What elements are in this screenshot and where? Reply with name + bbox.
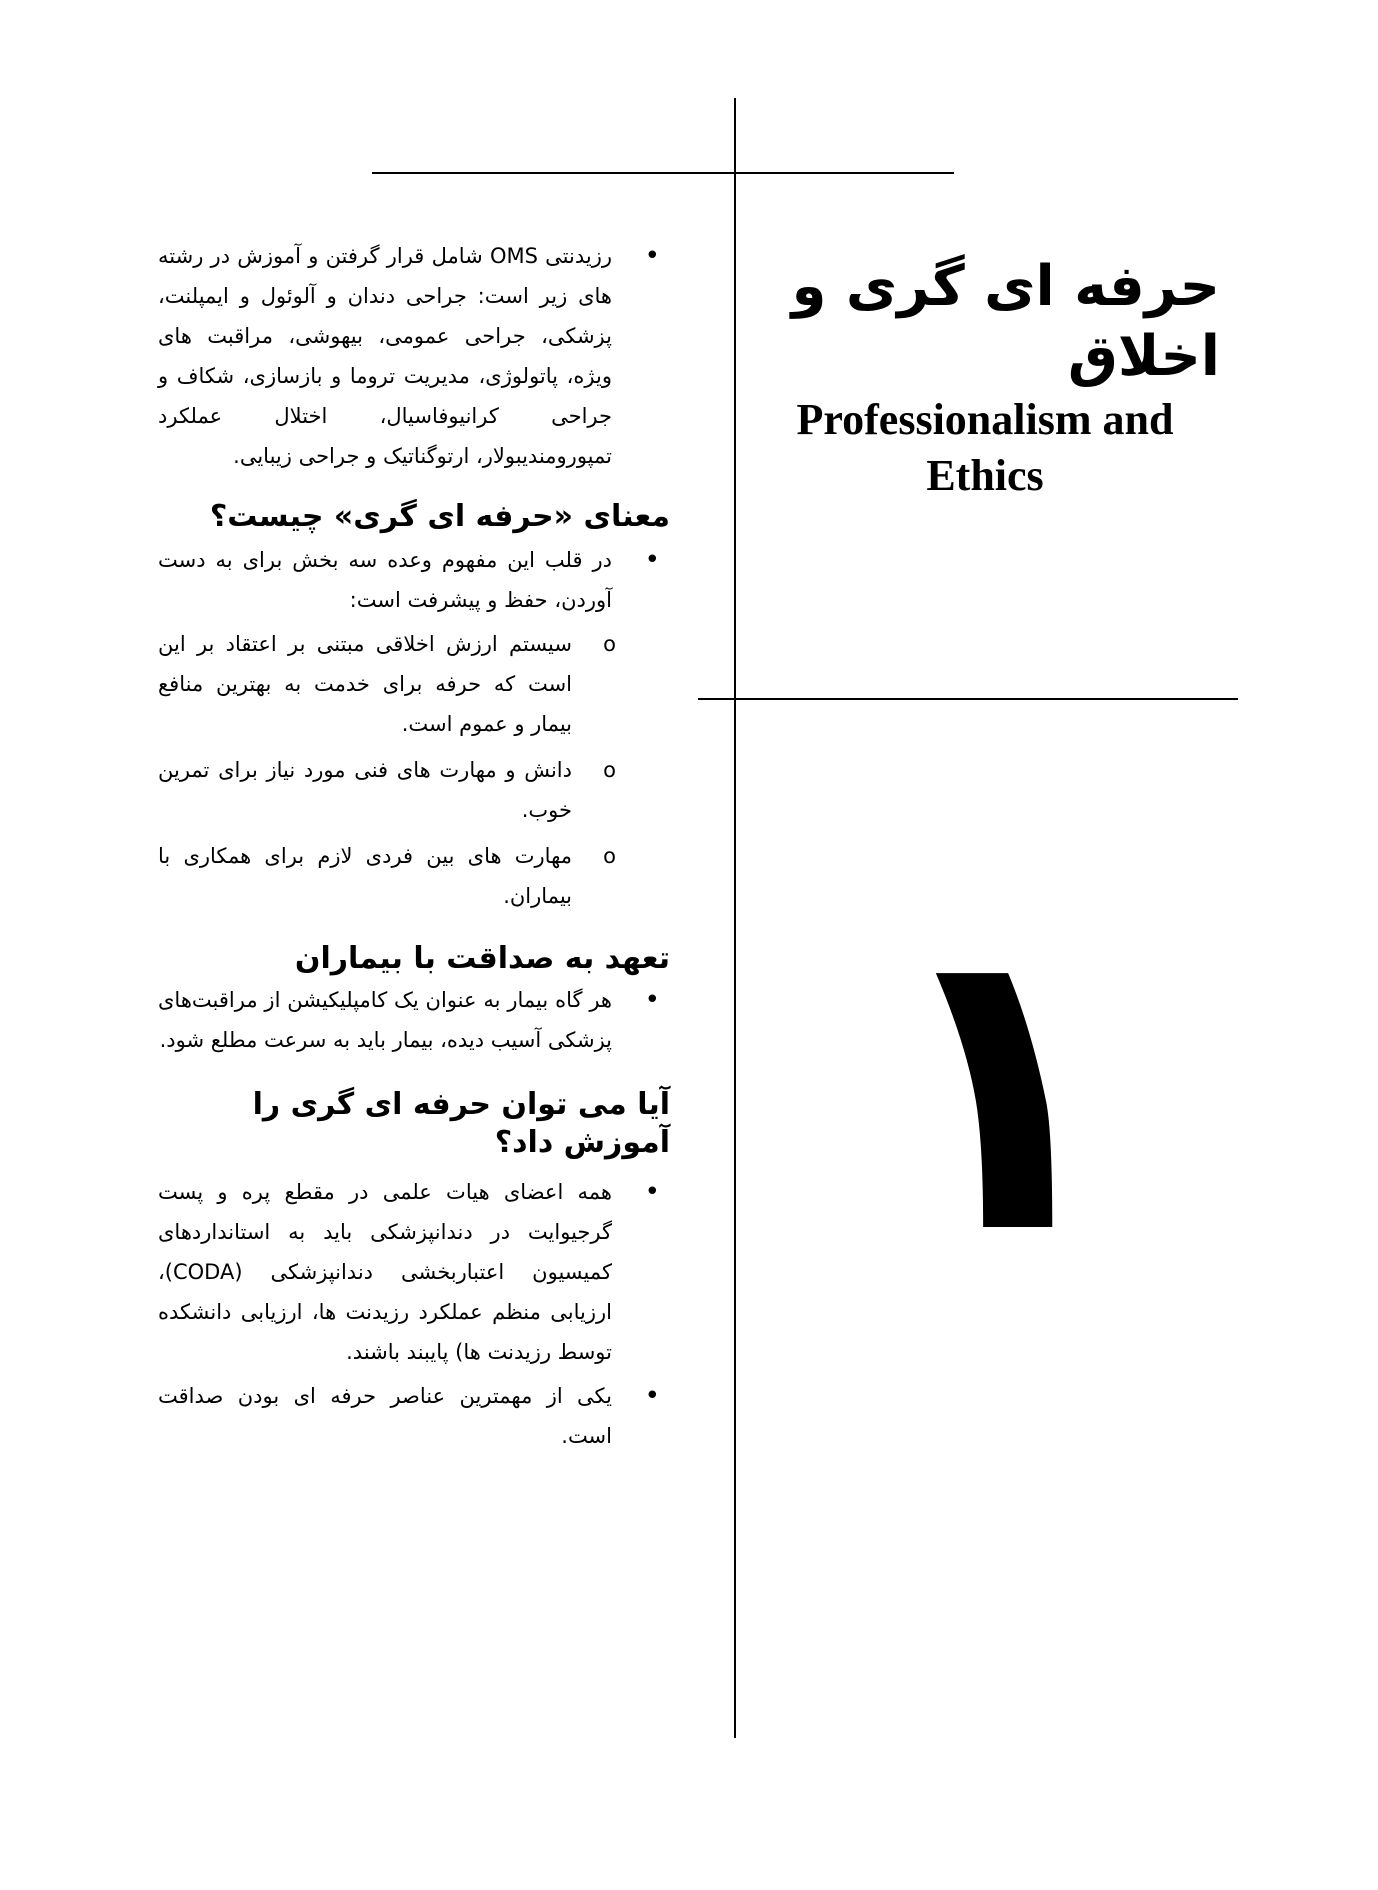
honesty-bullet: • هر گاه بیمار به عنوان یک کامپلیکیشن از مراقبت‌های پزشکی آسیب دیده، بیمار باید به سرعت مطلع شود. — [158, 980, 670, 1060]
meaning-subitem: o سیستم ارزش اخلاقی مبتنی بر اعتقاد بر این است که حرفه برای خدمت به بهترین منافع بیمار و عموم است. — [158, 624, 630, 744]
vertical-divider — [734, 98, 736, 1738]
teaching-list — [158, 1172, 670, 1456]
meaning-subitem: o مهارت های بین فردی لازم برای همکاری با بیماران. — [158, 836, 630, 916]
intro-bullet: • رزیدنتی OMS شامل قرار گرفتن و آموزش در رشته های زیر است: جراحی دندان و آلوئول و ایمپلنت، پزشکی، جراحی عمومی، بیهوشی، مراقبت های ویژه، پاتولوژی، مدیریت تروما و بازسازی، شکاف و جراحی کرانیوفاسیال، اختلال عملکرد تمپورومندیبولار، ارتوگناتیک و جراحی زیبایی. — [158, 236, 670, 476]
section-heading-meaning: معنای «حرفه ای گری» چیست؟ — [209, 499, 670, 534]
intro-list — [158, 236, 670, 476]
chapter-title-persian: حرفه ای گری و اخلاق — [791, 254, 1220, 389]
top-rule — [372, 172, 954, 174]
section-heading-teaching: آیا می توان حرفه ای گری را آموزش داد؟ — [252, 1087, 670, 1160]
teaching-bullet: • همه اعضای هیات علمی در مقطع پره و پست گرجیوایت در دندانپزشکی باید به استانداردهای کمیسیون اعتباربخشی دندانپزشکی (CODA)، ارزیابی منظم عملکرد رزیدنت ها، ارزیابی دانشکده توسط رزیدنت ها) پایبند باشند. — [158, 1172, 670, 1372]
chapter-title-english-line2: Ethics — [926, 451, 1044, 500]
meaning-bullet: • در قلب این مفهوم وعده سه بخش برای به دست آوردن، حفظ و پیشرفت است: — [158, 540, 670, 620]
title-rule — [698, 698, 1238, 700]
meaning-sublist — [158, 624, 670, 916]
chapter-number: ۱ — [880, 857, 1125, 1322]
teaching-bullet: • یکی از مهمترین عناصر حرفه ای بودن صداقت است. — [158, 1376, 670, 1456]
chapter-title-english-line1: Professionalism and — [796, 395, 1174, 444]
meaning-subitem: o دانش و مهارت های فنی مورد نیاز برای تمرین خوب. — [158, 750, 630, 830]
chapter-title-block — [740, 252, 1230, 504]
section-heading-honesty: تعهد به صداقت با بیماران — [294, 941, 670, 976]
meaning-list — [158, 540, 670, 620]
main-text-column — [158, 236, 670, 1460]
honesty-list — [158, 980, 670, 1060]
